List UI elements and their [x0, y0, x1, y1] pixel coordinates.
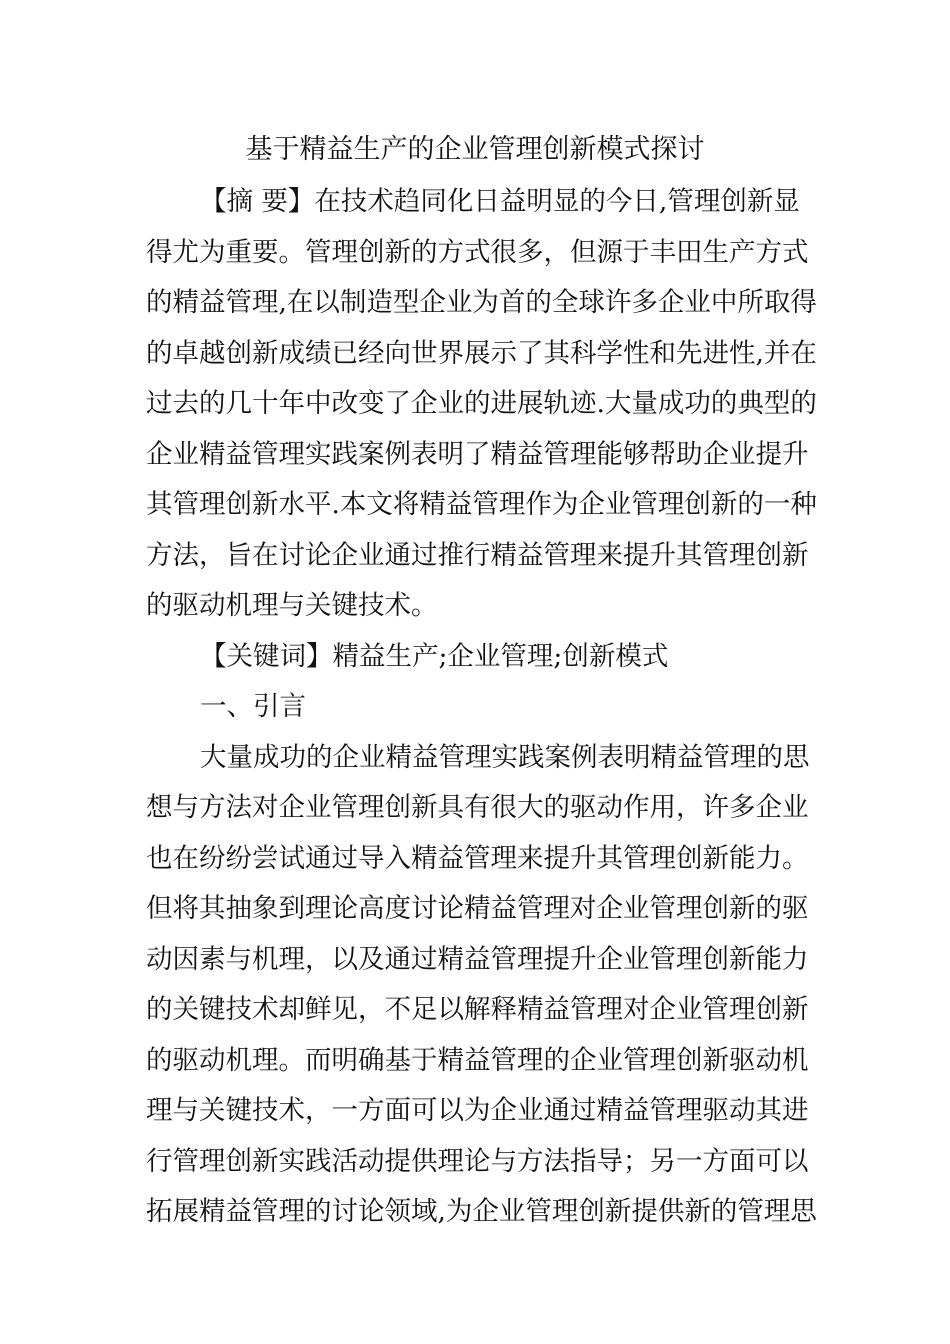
abstract-line-3: 的精益管理,在以制造型企业为首的全球许多企业中所取得 [146, 287, 817, 318]
abstract-line-8: 方法，旨在讨论企业通过推行精益管理来提升其管理创新 [146, 539, 809, 571]
section-heading: 一、引言 [200, 691, 306, 722]
keywords-line: 【关键词】精益生产;企业管理;创新模式 [200, 640, 669, 672]
abstract-line-2: 得尤为重要。管理创新的方式很多，但源于丰田生产方式 [146, 236, 809, 268]
intro-line-4: 但将其抽象到理论高度讨论精益管理对企业管理创新的驱 [146, 893, 809, 924]
intro-line-8: 理与关键技术，一方面可以为企业通过精益管理驱动其进 [146, 1095, 809, 1126]
intro-line-5: 动因素与机理，以及通过精益管理提升企业管理创新能力 [146, 943, 809, 975]
abstract-line-6: 企业精益管理实践案例表明了精益管理能够帮助企业提升 [146, 438, 809, 470]
abstract-line-5: 过去的几十年中改变了企业的进展轨迹.大量成功的典型的 [146, 388, 817, 419]
abstract-line-7: 其管理创新水平.本文将精益管理作为企业管理创新的一种 [146, 489, 817, 520]
intro-line-1: 大量成功的企业精益管理实践案例表明精益管理的思 [200, 741, 810, 773]
intro-line-6: 的关键技术却鲜见，不足以解释精益管理对企业管理创新 [146, 994, 809, 1025]
intro-line-7: 的驱动机理。而明确基于精益管理的企业管理创新驱动机 [146, 1044, 809, 1076]
abstract-line-4: 的卓越创新成绩已经向世界展示了其科学性和先进性,并在 [146, 337, 817, 369]
intro-line-9: 行管理创新实践活动提供理论与方法指导；另一方面可以 [146, 1145, 809, 1177]
abstract-line-9: 的驱动机理与关键技术。 [146, 590, 438, 621]
document-body [146, 177, 817, 1238]
document-title: 基于精益生产的企业管理创新模式探讨 [245, 134, 705, 165]
intro-line-3: 也在纷纷尝试通过导入精益管理来提升其管理创新能力。 [146, 842, 809, 874]
intro-line-10: 拓展精益管理的讨论领域,为企业管理创新提供新的管理思 [146, 1196, 817, 1227]
intro-line-2: 想与方法对企业管理创新具有很大的驱动作用，许多企业 [146, 792, 809, 823]
abstract-line-1: 【摘 要】在技术趋同化日益明显的今日,管理创新显 [200, 186, 800, 217]
